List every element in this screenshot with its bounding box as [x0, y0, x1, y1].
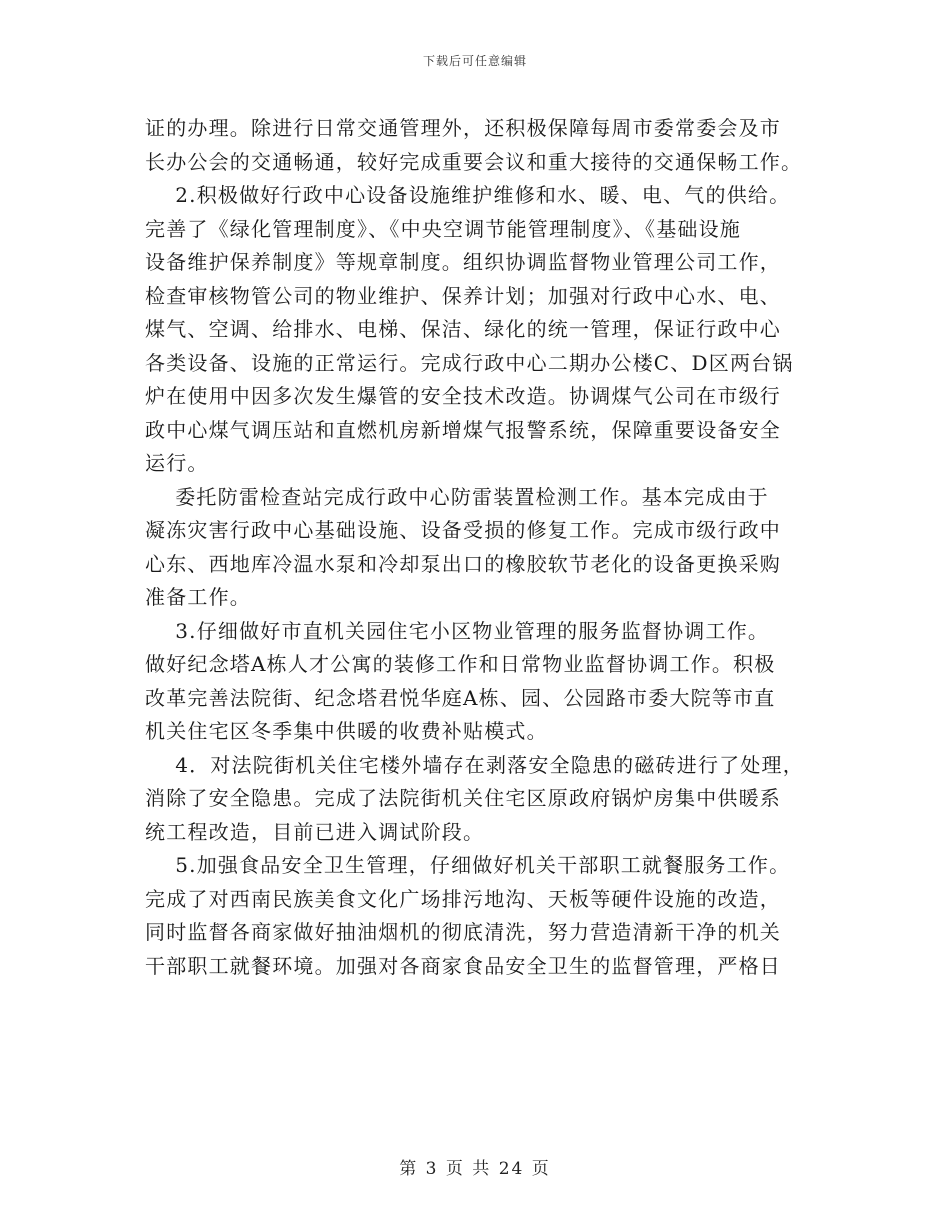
- text-line: 消除了安全隐患。完成了法院街机关住宅区原政府锅炉房集中供暖系: [145, 786, 781, 810]
- text-line: 4．对法院街机关住宅楼外墙存在剥落安全隐患的磁砖进行了处理，: [145, 752, 804, 777]
- text-line: 准备工作。: [145, 585, 251, 609]
- text-line: 长办公会的交通畅通，较好完成重要会议和重大接待的交通保畅工作。: [145, 149, 803, 174]
- text-line: 各类设备、设施的正常运行。完成行政中心二期办公楼C、D区两台锅: [145, 350, 794, 375]
- text-line: 煤气、空调、给排水、电梯、保洁、绿化的统一管理，保证行政中心: [145, 317, 781, 341]
- text-line: 委托防雷检查站完成行政中心防雷装置检测工作。基本完成由于: [145, 484, 769, 509]
- text-line: 干部职工就餐环境。加强对各商家食品安全卫生的监督管理，严格日: [145, 953, 781, 978]
- text-line: 证的办理。除进行日常交通管理外，还积极保障每周市委常委会及市: [145, 116, 781, 140]
- text-line: 改革完善法院街、纪念塔君悦华庭A栋、园、公园路市委大院等市直: [145, 685, 776, 710]
- text-line: 检查审核物管公司的物业维护、保养计划；加强对行政中心水、电、: [145, 283, 781, 308]
- text-line: 凝冻灾害行政中心基础设施、设备受损的修复工作。完成市级行政中: [145, 518, 781, 542]
- page-header: 下载后可任意编辑: [422, 54, 527, 68]
- text-line: 心东、西地库冷温水泵和冷却泵出口的橡胶软节老化的设备更换采购: [145, 551, 781, 576]
- text-line: 3.仔细做好市直机关园住宅小区物业管理的服务监督协调工作。: [145, 618, 770, 643]
- text-line: 运行。: [145, 451, 209, 475]
- text-line: 完成了对西南民族美食文化广场排污地沟、天板等硬件设施的改造，: [145, 886, 781, 911]
- page-footer: 第 3 页 共 24 页: [399, 1159, 551, 1179]
- text-line: 设备维护保养制度》等规章制度。组织协调监督物业管理公司工作，: [145, 250, 781, 274]
- text-line: 2.积极做好行政中心设备设施维护维修和水、暖、电、气的供给。: [145, 183, 791, 207]
- text-line: 统工程改造，目前已进入调试阶段。: [145, 819, 485, 844]
- text-line: 做好纪念塔A栋人才公寓的装修工作和日常物业监督协调工作。积极: [145, 652, 776, 676]
- text-line: 炉在使用中因多次发生爆管的安全技术改造。协调煤气公司在市级行: [145, 384, 781, 408]
- text-line: 同时监督各商家做好抽油烟机的彻底清洗，努力营造清新干净的机关: [145, 920, 781, 944]
- text-line: 机关住宅区冬季集中供暖的收费补贴模式。: [145, 719, 548, 743]
- text-line: 政中心煤气调压站和直燃机房新增煤气报警系统，保障重要设备安全: [145, 417, 781, 442]
- text-line: 5.加强食品安全卫生管理，仔细做好机关干部职工就餐服务工作。: [145, 853, 791, 877]
- text-line: 完善了《绿化管理制度》、《中央空调节能管理制度》、《基础设施: [145, 216, 741, 241]
- body-text: [145, 112, 825, 983]
